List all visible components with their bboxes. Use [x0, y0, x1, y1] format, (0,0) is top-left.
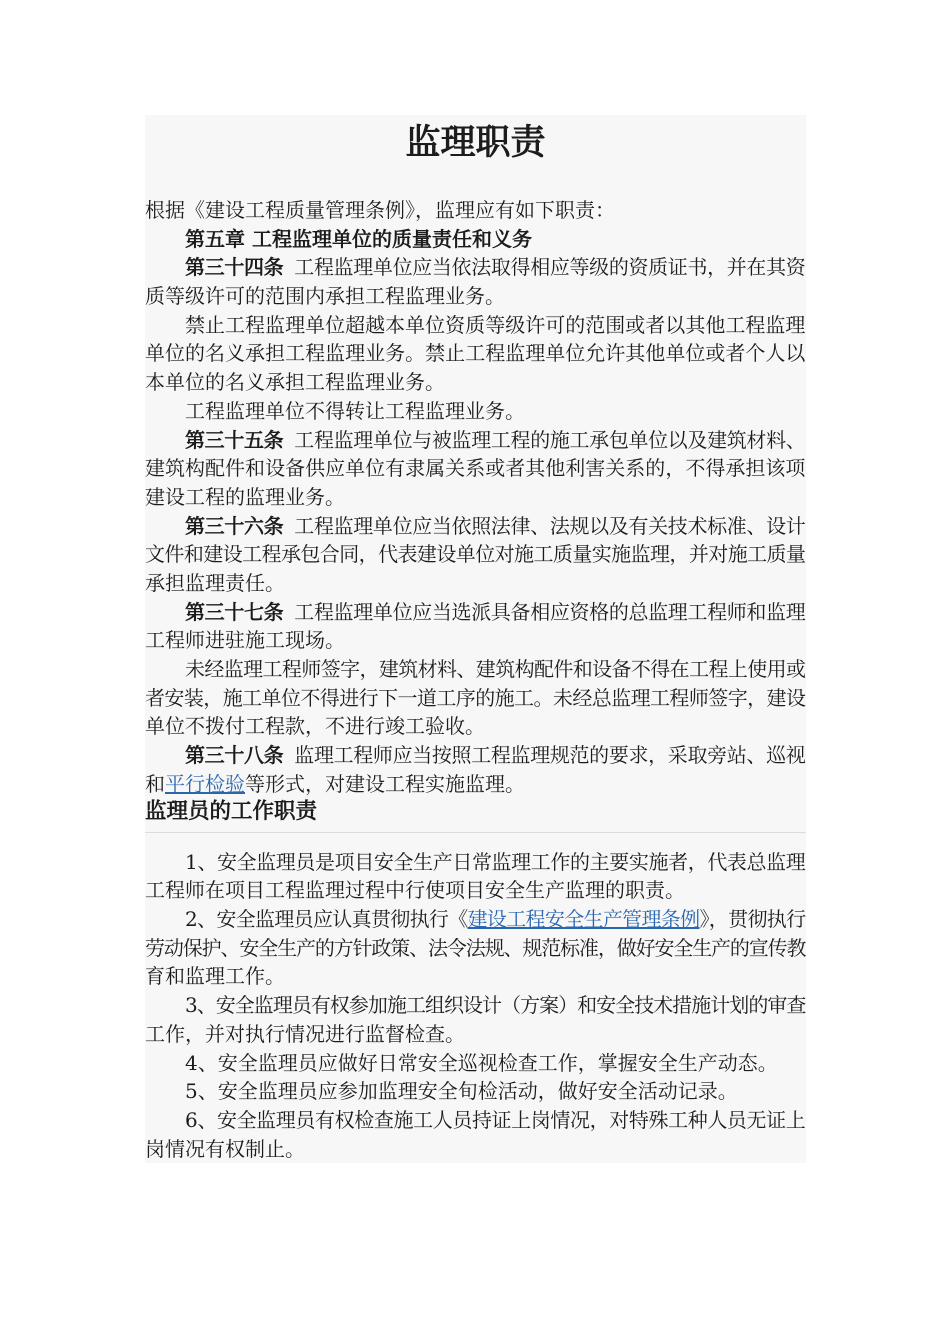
duty-item-2-text: 2、安全监理员应认真贯彻执行《: [185, 907, 468, 932]
article-37-label: 第三十七条: [185, 599, 284, 624]
article-36-text: 工程监理单位应当依照法律、法规以及有关技术标准、设计: [294, 513, 806, 538]
article-38-line-content: [145, 770, 525, 799]
article-34-text: 工程监理单位应当依法取得相应等级的资质证书，并在其资: [294, 255, 806, 280]
chapter-heading-line: [145, 225, 806, 254]
duty-item-6-line: [145, 1106, 806, 1135]
article-37-line-content: [185, 598, 805, 627]
article-35-label: 第三十五条: [185, 427, 284, 452]
article-37-text: 工程师进驻施工现场。: [145, 628, 345, 653]
duty-item-4-line: [145, 1049, 806, 1078]
page-title: 监理职责: [405, 122, 546, 163]
article-34-prohibition-text: 单位的名义承担工程监理业务。禁止工程监理单位允许其他单位或者个人以: [145, 341, 806, 366]
duty-item-5-text: 5、安全监理员应参加监理安全旬检活动，做好安全活动记录。: [185, 1079, 738, 1104]
article-36-text: 承担监理责任。: [145, 570, 285, 595]
article-36-label: 第三十六条: [185, 513, 284, 538]
article-34-line: [145, 282, 806, 311]
article-34-no-transfer-line: [145, 397, 806, 426]
article-34-prohibition-text: 本单位的名义承担工程监理业务。: [145, 370, 445, 395]
article-37-text: 工程监理单位应当选派具备相应资格的总监理工程师和监理: [294, 599, 806, 624]
duty-item-1-line: [145, 848, 806, 877]
article-37-line: [145, 598, 806, 627]
duty-item-1-text: 工程师在项目工程监理过程中行使项目安全生产监理的职责。: [145, 878, 685, 903]
article-38-text: 监理工程师应当按照工程监理规范的要求，采取旁站、巡视: [294, 743, 806, 768]
article-36-text: 文件和建设工程承包合同，代表建设单位对施工质量实施监理，并对施工质量: [145, 542, 806, 567]
article-34-no-transfer-text: 工程监理单位不得转让工程监理业务。: [185, 398, 525, 423]
duty-item-2-text: 》，贯彻执行: [699, 907, 806, 932]
duty-item-3-text: 3、安全监理员有权参加施工组织设计（方案）和安全技术措施计划的审查: [185, 993, 806, 1018]
section-divider: [145, 832, 806, 833]
duty-item-2-text: 劳动保护、安全生产的方针政策、法令法规、规范标准，做好安全生产的宣传教: [145, 935, 806, 960]
article-38-text: 和: [145, 771, 165, 796]
duty-item-2-line: [145, 905, 806, 934]
article-38-label: 第三十八条: [185, 743, 284, 768]
article-36-line: [145, 569, 806, 598]
article-37-signature-text: 单位不拨付工程款，不进行竣工验收。: [145, 714, 485, 739]
article-35-line: [145, 426, 806, 455]
article-37-signature-text: 未经监理工程师签字，建筑材料、建筑构配件和设备不得在工程上使用或: [185, 657, 806, 681]
article-34-prohibition-text: 禁止工程监理单位超越本单位资质等级许可的范围或者以其他工程监理: [185, 312, 806, 337]
duty-item-4-text: 4、安全监理员应做好日常安全巡视检查工作，掌握安全生产动态。: [185, 1050, 778, 1075]
article-34-line-content: [185, 253, 805, 282]
article-36-line-content: [185, 512, 805, 541]
safety-regulation-link[interactable]: 建设工程安全生产管理条例: [467, 907, 700, 932]
duty-item-6-text: 岗情况有权制止。: [145, 1136, 305, 1161]
duty-item-2-line: [145, 962, 806, 991]
duty-item-2-line: [145, 934, 806, 963]
article-35-text: 建筑构配件和设备供应单位有隶属关系或者其他利害关系的，不得承担该项: [145, 456, 806, 481]
article-34-prohibition-line: [145, 368, 806, 397]
intro-line: [145, 196, 806, 225]
article-36-line: [145, 512, 806, 541]
article-34-prohibition-line: [145, 339, 806, 368]
duty-item-2-text: 育和监理工作。: [145, 964, 285, 989]
article-35-line: [145, 483, 806, 512]
chapter-heading: 第五章 工程监理单位的质量责任和义务: [185, 226, 532, 251]
duty-item-6-line: [145, 1135, 806, 1164]
duty-item-3-line: [145, 1020, 806, 1049]
section-heading: 监理员的工作职责: [145, 799, 318, 825]
article-38-text: 等形式，对建设工程实施监理。: [245, 771, 525, 796]
duty-item-2-line-content: [185, 905, 805, 934]
article-35-text: 建设工程的监理业务。: [145, 484, 345, 509]
article-37-signature-line: [145, 655, 806, 684]
article-38-line: [145, 741, 806, 770]
article-35-line: [145, 454, 806, 483]
article-35-line-content: [185, 426, 805, 455]
article-37-signature-line: [145, 684, 806, 713]
parallel-inspection-link[interactable]: 平行检验: [165, 771, 245, 796]
article-34-text: 质等级许可的范围内承担工程监理业务。: [145, 284, 505, 309]
article-34-line: [145, 253, 806, 282]
article-34-label: 第三十四条: [185, 255, 284, 280]
article-35-text: 工程监理单位与被监理工程的施工承包单位以及建筑材料、: [294, 427, 806, 452]
document-page: [145, 115, 806, 1163]
duty-item-3-text: 工作，并对执行情况进行监督检查。: [145, 1021, 465, 1046]
duty-item-1-text: 1、安全监理员是项目安全生产日常监理工作的主要实施者，代表总监理: [185, 849, 806, 874]
duty-item-6-text: 6、安全监理员有权检查施工人员持证上岗情况，对特殊工种人员无证上: [185, 1107, 806, 1132]
article-37-signature-text: 者安装，施工单位不得进行下一道工序的施工。未经总监理工程师签字，建设: [145, 685, 806, 710]
article-36-line: [145, 540, 806, 569]
article-38-line-content: [185, 741, 805, 770]
article-34-prohibition-line: [145, 311, 806, 340]
article-37-signature-line: [145, 712, 806, 741]
duty-item-1-line: [145, 876, 806, 905]
article-38-line: [145, 770, 806, 799]
duty-item-3-line: [145, 991, 806, 1020]
duty-item-5-line: [145, 1077, 806, 1106]
article-37-line: [145, 626, 806, 655]
intro-text: 根据《建设工程质量管理条例》，监理应有如下职责：: [145, 198, 615, 222]
